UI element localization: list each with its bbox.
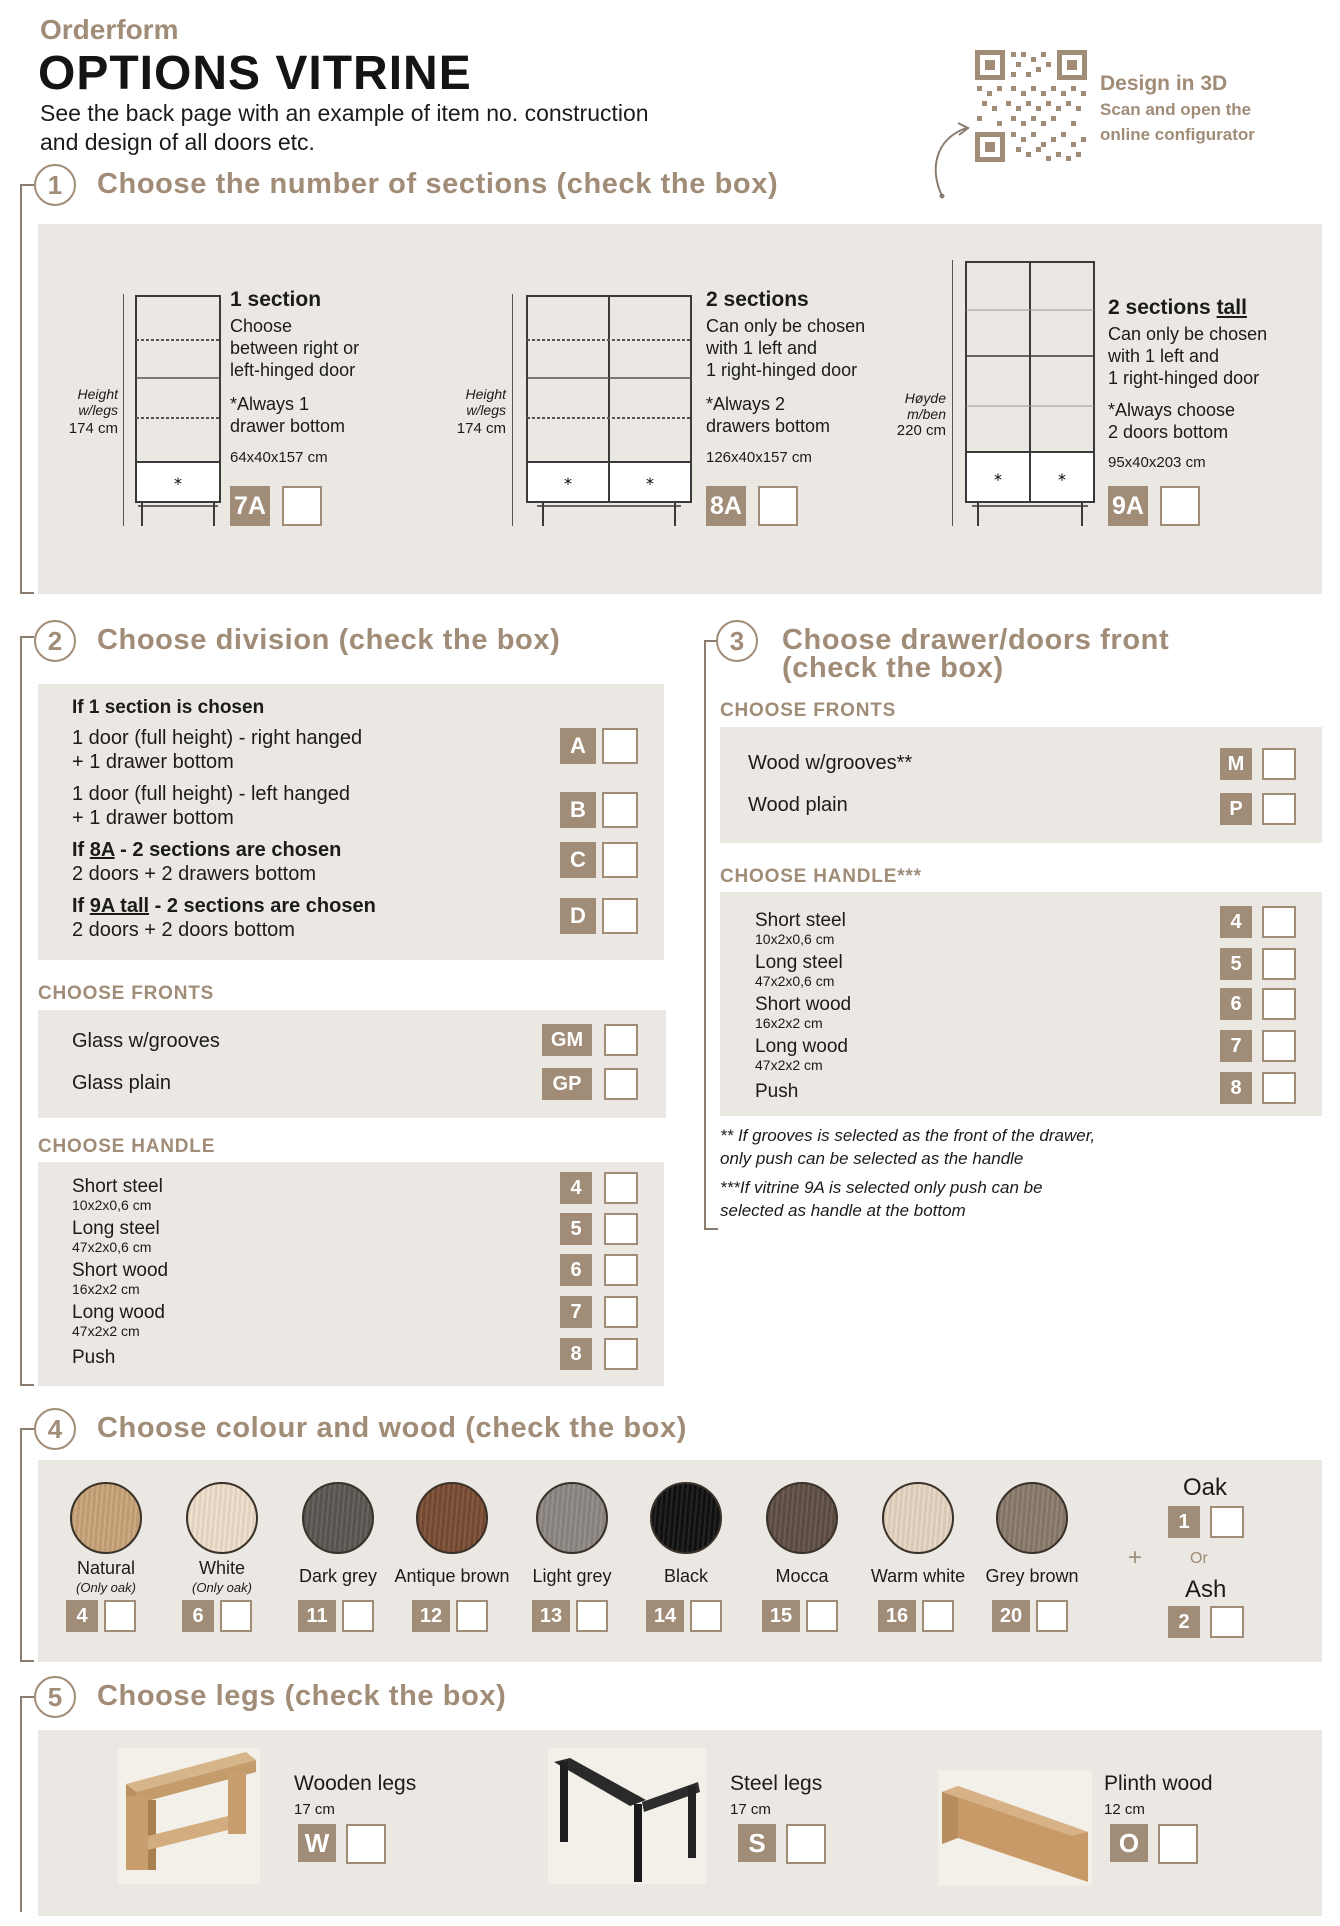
colour-swatch (536, 1482, 608, 1554)
division-row-a-line2: + 1 drawer bottom (72, 751, 234, 773)
svg-text:*: * (564, 474, 572, 493)
step1-bracket (20, 184, 34, 594)
handle-label: Long wood (72, 1302, 165, 1323)
handle-label: Push (755, 1081, 799, 1102)
checkbox-s[interactable] (786, 1824, 826, 1864)
step3-number: 3 (716, 620, 758, 662)
front-wood-plain-label: Wood plain (748, 794, 848, 816)
option-desc-2: between right or (230, 338, 360, 358)
handle-label: Short wood (755, 994, 852, 1015)
text-part-underlined: 8A (89, 839, 115, 861)
step4-title: Choose colour and wood (check the box) (97, 1412, 687, 1444)
page-title: OPTIONS VITRINE (38, 47, 472, 100)
code-m: M (1220, 748, 1252, 780)
checkbox-9a[interactable] (1160, 486, 1200, 526)
option-dims: 126x40x157 cm (706, 449, 812, 466)
step2-bracket (20, 636, 34, 1386)
step1-title: Choose the number of sections (check the box) (97, 168, 779, 200)
code-handle-4: 4 (1220, 906, 1252, 938)
option-name (1108, 296, 1247, 320)
step3-title-line2: (check the box) (782, 652, 1004, 684)
handle-dims: 10x2x0,6 cm (72, 1197, 152, 1213)
step5-bracket (20, 1696, 34, 1912)
checkbox-handle-4[interactable] (1262, 906, 1296, 938)
colour-checkbox[interactable] (1036, 1600, 1068, 1632)
colour-checkbox[interactable] (220, 1600, 252, 1632)
text-part: If (72, 839, 90, 861)
checkbox-p[interactable] (1262, 793, 1296, 825)
colour-checkbox[interactable] (806, 1600, 838, 1632)
checkbox-b[interactable] (602, 792, 638, 828)
step2-number: 2 (34, 620, 76, 662)
handle-label: Long steel (72, 1218, 160, 1239)
colour-code: 12 (412, 1600, 450, 1632)
handle-label: Long steel (755, 952, 843, 973)
legs-wooden-name: Wooden legs (294, 1772, 417, 1795)
curved-arrow-icon (928, 120, 978, 200)
option-desc-1: Can only be chosen (706, 316, 866, 336)
checkbox-8a[interactable] (758, 486, 798, 526)
step3-bracket-bottom (704, 1200, 718, 1230)
code-o: O (1110, 1824, 1148, 1862)
checkbox-a[interactable] (602, 728, 638, 764)
colour-name: White (198, 1558, 245, 1578)
checkbox-handle-7[interactable] (604, 1296, 638, 1328)
colour-code: 11 (298, 1600, 336, 1632)
checkbox-handle-6[interactable] (1262, 988, 1296, 1020)
option-desc-3: 1 right-hinged door (706, 360, 858, 380)
code-handle-7: 7 (1220, 1030, 1252, 1062)
code-handle-5: 5 (560, 1213, 592, 1245)
text-part: - 2 sections are chosen (149, 895, 376, 917)
colour-note: (Only oak) (76, 1580, 136, 1595)
code-7a: 7A (230, 486, 270, 526)
wooden-legs-image (118, 1748, 260, 1884)
step4-bracket-bottom (20, 1630, 34, 1662)
colour-code: 13 (532, 1600, 570, 1632)
front-wood-grooves-label: Wood w/grooves** (748, 752, 913, 774)
colour-code: 15 (762, 1600, 800, 1632)
division-heading: If 1 section is chosen (72, 697, 265, 718)
legs-plinth-name: Plinth wood (1104, 1772, 1213, 1795)
colour-checkbox[interactable] (342, 1600, 374, 1632)
colour-swatch (70, 1482, 142, 1554)
qr-code-icon[interactable] (975, 50, 1087, 162)
svg-text:*: * (646, 474, 654, 493)
option-desc-1: Can only be chosen (1108, 324, 1268, 344)
option-note-1: *Always 1 (230, 394, 310, 414)
code-s: S (738, 1824, 776, 1862)
colour-swatch (302, 1482, 374, 1554)
code-gm: GM (542, 1024, 592, 1056)
step2-title: Choose division (check the box) (97, 624, 561, 656)
checkbox-gm[interactable] (604, 1024, 638, 1056)
division-row-c-line2: 2 doors + 2 drawers bottom (72, 863, 317, 885)
handle-label: Short wood (72, 1260, 169, 1281)
handle-dims: 47x2x0,6 cm (755, 973, 835, 989)
division-row-b-line1: 1 door (full height) - left hanged (72, 783, 350, 805)
footnote-grooves-line2: only push can be selected as the handle (720, 1149, 1024, 1168)
code-b: B (560, 792, 596, 828)
height-label: Høyde (904, 390, 946, 406)
option-note-1: *Always 2 (706, 394, 786, 414)
option-name-part: 2 sections (1108, 296, 1217, 319)
code-8a: 8A (706, 486, 746, 526)
svg-text:*: * (1058, 470, 1066, 489)
text-part: - 2 sections are chosen (114, 839, 342, 861)
design-3d-line-1: Scan and open the (1100, 100, 1252, 119)
or-label: Or (1190, 1550, 1208, 1567)
wooden-legs-icon (118, 1748, 260, 1884)
height-value: 174 cm (456, 420, 506, 437)
steel-legs-image (548, 1748, 706, 1884)
code-d: D (560, 898, 596, 934)
step3-fronts-panel (720, 727, 1322, 843)
colour-code: 6 (182, 1600, 214, 1632)
step5-number: 5 (34, 1676, 76, 1718)
checkbox-handle-5[interactable] (1262, 948, 1296, 980)
colour-checkbox[interactable] (690, 1600, 722, 1632)
design-3d-line-2: online configurator (1100, 125, 1255, 144)
code-handle-4: 4 (560, 1172, 592, 1204)
checkbox-handle-7[interactable] (1262, 1030, 1296, 1062)
height-value: 174 cm (68, 420, 118, 437)
legs-steel-dims: 17 cm (730, 1801, 771, 1818)
code-handle-7: 7 (560, 1296, 592, 1328)
code-oak: 1 (1168, 1506, 1200, 1538)
colour-swatch (766, 1482, 838, 1554)
code-ash: 2 (1168, 1606, 1200, 1638)
svg-text:*: * (994, 470, 1002, 489)
colour-code: 14 (646, 1600, 684, 1632)
handle-label: Short steel (72, 1176, 163, 1197)
colour-name: Grey brown (985, 1566, 1079, 1586)
division-row-d-line2: 2 doors + 2 doors bottom (72, 919, 295, 941)
colour-code: 20 (992, 1600, 1030, 1632)
checkbox-handle-8[interactable] (604, 1338, 638, 1370)
option-dims: 64x40x157 cm (230, 449, 328, 466)
division-row-a-line1: 1 door (full height) - right hanged (72, 727, 363, 749)
footnote-9a-line2: selected as handle at the bottom (720, 1201, 966, 1220)
step3-handle-title: CHOOSE HANDLE*** (720, 866, 922, 887)
colour-swatch (186, 1482, 258, 1554)
option-desc-3: 1 right-hinged door (1108, 368, 1260, 388)
checkbox-handle-6[interactable] (604, 1254, 638, 1286)
step3-bracket (704, 640, 718, 1230)
vitrine-2-sections-tall-illustration (964, 260, 1100, 530)
step2-handle-title: CHOOSE HANDLE (38, 1136, 216, 1157)
colour-name: Warm white (870, 1566, 966, 1586)
code-gp: GP (542, 1068, 592, 1100)
colour-code: 16 (878, 1600, 916, 1632)
colour-code: 4 (66, 1600, 98, 1632)
height-dimension-line (952, 260, 954, 526)
handle-dims: 47x2x0,6 cm (72, 1239, 152, 1255)
legs-plinth-dims: 12 cm (1104, 1801, 1145, 1818)
colour-checkbox[interactable] (104, 1600, 136, 1632)
option-note-1: *Always choose (1108, 400, 1236, 420)
footnote-9a-line1: ***If vitrine 9A is selected only push can be (720, 1178, 1043, 1197)
code-handle-6: 6 (560, 1254, 592, 1286)
text-part-underlined: 9A tall (89, 895, 150, 917)
option-name: 2 sections (706, 288, 809, 311)
checkbox-handle-8[interactable] (1262, 1072, 1296, 1104)
step4-number: 4 (34, 1408, 76, 1450)
option-name-tall: tall (1216, 296, 1247, 319)
option-name: 1 section (230, 288, 322, 311)
height-label: Height (465, 386, 506, 402)
checkbox-m[interactable] (1262, 748, 1296, 780)
colour-swatch (996, 1482, 1068, 1554)
steel-legs-icon (548, 1748, 706, 1884)
colour-checkbox[interactable] (576, 1600, 608, 1632)
step1-bracket-bottom (20, 560, 34, 594)
vitrine-2-sections-illustration (525, 294, 695, 529)
handle-dims: 10x2x0,6 cm (755, 931, 835, 947)
code-a: A (560, 728, 596, 764)
svg-text:*: * (174, 474, 182, 493)
legs-wooden-dims: 17 cm (294, 1801, 335, 1818)
height-label: Height (77, 386, 118, 402)
colour-swatch (416, 1482, 488, 1554)
code-handle-6: 6 (1220, 988, 1252, 1020)
handle-label: Long wood (755, 1036, 848, 1057)
footnote-grooves-line1: ** If grooves is selected as the front of the drawer, (720, 1126, 1096, 1145)
checkbox-handle-5[interactable] (604, 1213, 638, 1245)
checkbox-o[interactable] (1158, 1824, 1198, 1864)
wood-oak-label: Oak (1183, 1474, 1228, 1501)
checkbox-c[interactable] (602, 842, 638, 878)
header-kicker: Orderform (40, 14, 179, 45)
checkbox-7a[interactable] (282, 486, 322, 526)
height-sub: w/legs (466, 402, 506, 418)
handle-label: Short steel (755, 910, 846, 931)
handle-label: Push (72, 1347, 116, 1368)
section-option-7a (38, 224, 468, 594)
checkbox-handle-4[interactable] (604, 1172, 638, 1204)
step4-bracket (20, 1428, 34, 1662)
colour-checkbox[interactable] (922, 1600, 954, 1632)
colour-name: Mocca (775, 1566, 829, 1586)
height-value: 220 cm (896, 422, 946, 439)
design-3d-title: Design in 3D (1100, 72, 1228, 95)
height-sub: w/legs (78, 402, 118, 418)
section-option-9a (870, 224, 1322, 594)
plinth-wood-icon (938, 1770, 1092, 1886)
code-handle-8: 8 (1220, 1072, 1252, 1104)
handle-dims: 16x2x2 cm (755, 1015, 823, 1031)
division-row-c-line1 (72, 839, 341, 862)
plus-sign: + (1128, 1544, 1143, 1571)
code-handle-8: 8 (560, 1338, 592, 1370)
colour-note: (Only oak) (192, 1580, 252, 1595)
colour-swatch (650, 1482, 722, 1554)
handle-dims: 16x2x2 cm (72, 1281, 140, 1297)
colour-checkbox[interactable] (456, 1600, 488, 1632)
checkbox-w[interactable] (346, 1824, 386, 1864)
option-note-2: 2 doors bottom (1108, 422, 1229, 442)
wood-ash-label: Ash (1185, 1576, 1227, 1603)
checkbox-d[interactable] (602, 898, 638, 934)
legs-steel-name: Steel legs (730, 1772, 823, 1795)
intro-line-1: See the back page with an example of item no. construction (40, 100, 649, 126)
colour-name: Black (663, 1566, 708, 1586)
division-row-d-line1 (72, 895, 376, 918)
step3-fronts-title: CHOOSE FRONTS (720, 700, 897, 721)
colour-name: Natural (76, 1558, 136, 1578)
front-glass-plain-label: Glass plain (72, 1072, 171, 1094)
colour-name: Dark grey (298, 1566, 378, 1586)
colour-swatch (882, 1482, 954, 1554)
code-p: P (1220, 793, 1252, 825)
option-note-2: drawer bottom (230, 416, 346, 436)
intro-line-2: and design of all doors etc. (40, 129, 315, 155)
step2-fronts-title: CHOOSE FRONTS (38, 983, 215, 1004)
option-desc-1: Choose (230, 316, 293, 336)
text-part: If (72, 895, 90, 917)
vitrine-1-section-illustration (134, 294, 224, 529)
option-desc-2: with 1 left and (1108, 346, 1220, 366)
option-note-2: drawers bottom (706, 416, 831, 436)
option-desc-2: with 1 left and (706, 338, 818, 358)
handle-dims: 47x2x2 cm (755, 1057, 823, 1073)
height-sub: m/ben (907, 406, 946, 422)
height-dimension-line (123, 294, 125, 526)
code-w: W (298, 1824, 336, 1862)
step5-title: Choose legs (check the box) (97, 1680, 507, 1712)
height-dimension-line (512, 294, 514, 526)
plinth-wood-image (938, 1770, 1092, 1886)
option-desc-3: left-hinged door (230, 360, 356, 380)
step3-title-line1: Choose drawer/doors front (782, 624, 1170, 656)
checkbox-gp[interactable] (604, 1068, 638, 1100)
handle-dims: 47x2x2 cm (72, 1323, 140, 1339)
section-option-8a (440, 224, 870, 594)
colour-name: Antique brown (394, 1566, 510, 1586)
checkbox-ash[interactable] (1210, 1606, 1244, 1638)
code-9a: 9A (1108, 486, 1148, 526)
step2-bracket-bottom (20, 1340, 34, 1386)
front-glass-grooves-label: Glass w/grooves (72, 1030, 220, 1052)
code-c: C (560, 842, 596, 878)
code-handle-5: 5 (1220, 948, 1252, 980)
step1-number: 1 (34, 164, 76, 206)
checkbox-oak[interactable] (1210, 1506, 1244, 1538)
option-dims: 95x40x203 cm (1108, 454, 1206, 471)
division-row-b-line2: + 1 drawer bottom (72, 807, 234, 829)
colour-name: Light grey (532, 1566, 612, 1586)
